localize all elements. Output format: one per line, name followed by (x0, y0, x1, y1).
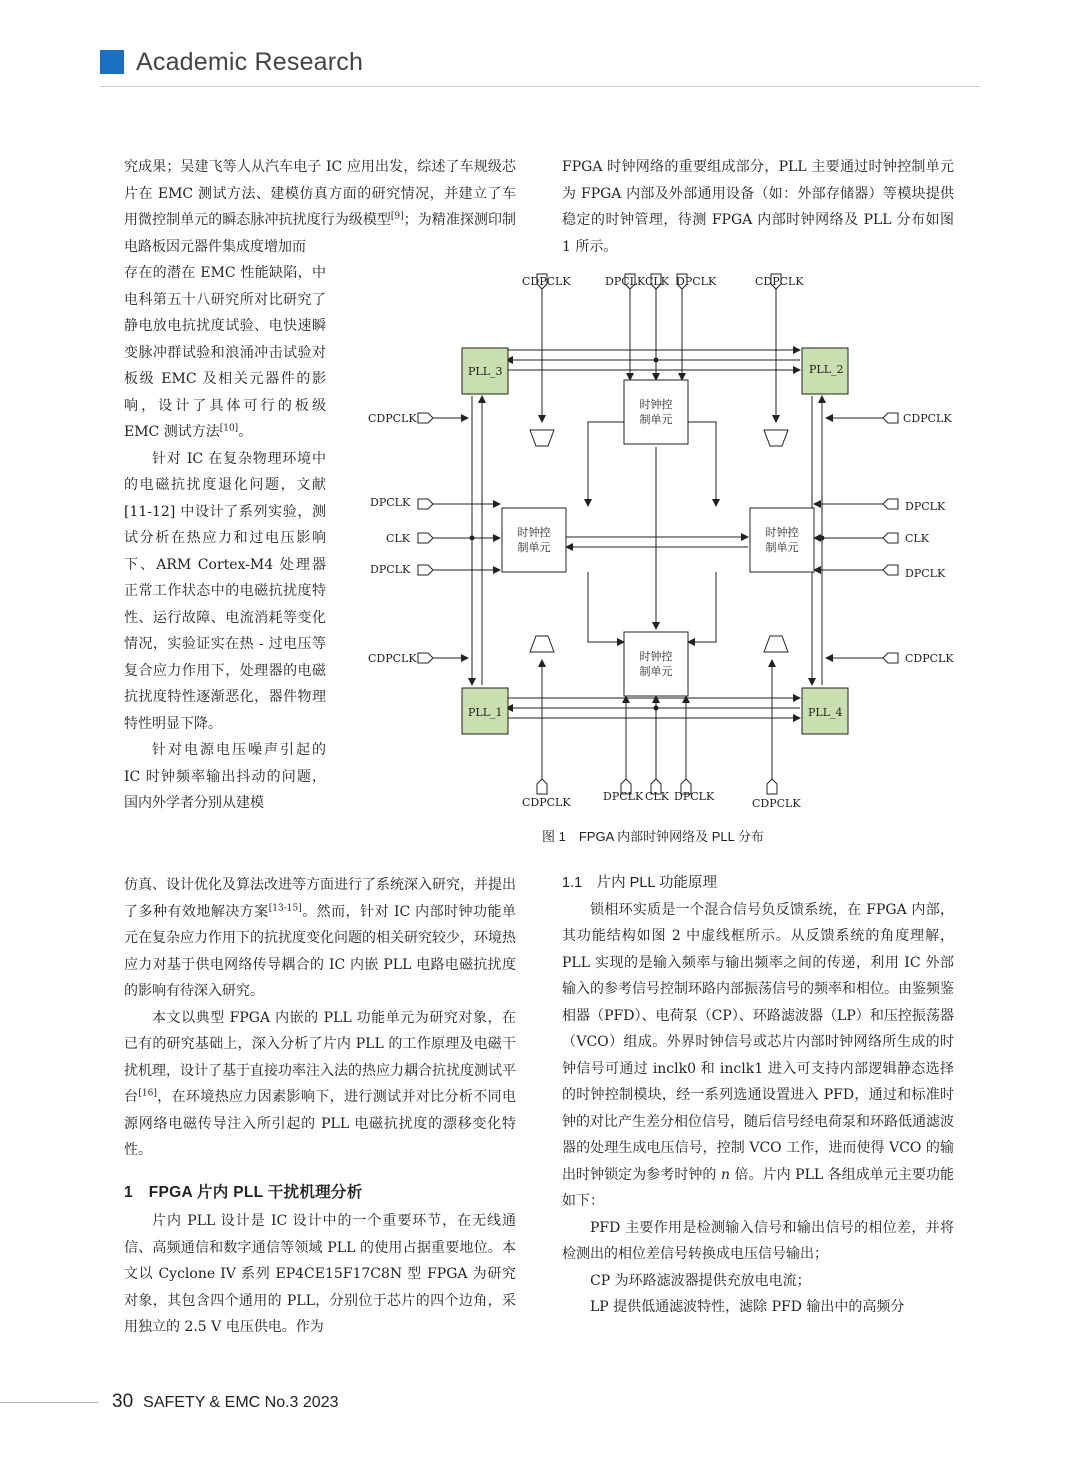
figure-caption: 图 1 FPGA 内部时钟网络及 PLL 分布 (542, 829, 765, 844)
clock-control-unit-bottom (624, 632, 688, 696)
pin-label: DPCLK (676, 275, 717, 288)
footer (112, 1391, 338, 1413)
pin-label: CDPCLK (752, 797, 801, 810)
pin-label: CLK (645, 275, 669, 288)
pin-label: CDPCLK (522, 275, 571, 288)
paragraph: 究成果；吴建飞等人从汽车电子 IC 应用出发，综述了车规级芯片在 EMC 测试方法、建模仿真方面的研究情况，并建立了车用微控制单元的瞬态脉冲抗扰度行为级模型[9]；为精准探测印制电路板因元器件集成度增加而 (124, 159, 517, 255)
pin-label: DPCLK (905, 500, 946, 513)
pin-label: DPCLK (370, 563, 411, 576)
control-unit-label: 时钟控 (639, 398, 673, 411)
control-unit-label: 时钟控 (765, 526, 799, 539)
pll-label: PLL_1 (468, 706, 503, 719)
clock-network-diagram (360, 272, 960, 822)
left-column-bottom (124, 872, 516, 1341)
figure-clock-network (360, 272, 960, 822)
pin-label: CDPCLK (522, 796, 571, 809)
junction-dot (470, 536, 475, 541)
control-unit-label: 时钟控 (639, 650, 673, 663)
junction-dot (654, 706, 659, 711)
paragraph: 片内 PLL 设计是 IC 设计中的一个重要环节，在无线通信、高频通信和数字通信等领域 PLL 的使用占据重要地位。本文以 Cyclone IV 系列 EP4CE15F17C8N 型 FPGA 为研究对象，其包含四个通用的 PLL，分别位于芯片的四个边角，采用独立的 2.5 V 电压供电。作为 (124, 1213, 516, 1335)
pin-symbol (883, 499, 898, 509)
page-number: 30 (112, 1391, 134, 1412)
pin-label: CDPCLK (903, 412, 952, 425)
pin-symbol (418, 533, 433, 543)
left-column-narrow (124, 260, 326, 817)
left-column-top (124, 154, 516, 260)
junction-dot (820, 536, 825, 541)
pll-label: PLL_2 (809, 363, 844, 376)
pin-symbol (883, 653, 898, 663)
pll-label: PLL_3 (468, 365, 503, 378)
section-heading: 1 FPGA 片内 PLL 干扰机理分析 (124, 1183, 363, 1201)
paragraph: 针对电源电压噪声引起的 IC 时钟频率输出抖动的问题，国内外学者分别从建模 (124, 742, 326, 811)
pin-label: DPCLK (674, 790, 715, 803)
connector-line (588, 422, 624, 506)
pin-symbol (537, 779, 547, 794)
pin-symbol (883, 565, 898, 575)
right-column-bottom (562, 870, 954, 1321)
pin-symbol (418, 499, 433, 509)
connector-line (688, 572, 716, 642)
pin-label: DPCLK (605, 275, 646, 288)
pin-label: CDPCLK (368, 412, 417, 425)
junction-dot (654, 358, 659, 363)
pin-symbol (418, 565, 433, 575)
control-unit-label: 制单元 (639, 665, 673, 678)
paragraph: 存在的潜在 EMC 性能缺陷，中电科第五十八研究所对比研究了静电放电抗扰度试验、电快速瞬变脉冲群试验和浪涌冲击试验对板级 EMC 及相关元器件的影响，设计了具体可行的板级 EMC 测试方法[10]。 (124, 265, 326, 440)
subsection-heading: 1.1 片内 PLL 功能原理 (562, 875, 717, 891)
footer-divider (0, 1402, 98, 1403)
pll-label: PLL_4 (808, 706, 843, 719)
pin-symbol (767, 779, 777, 794)
connector-line (688, 422, 716, 506)
paragraph: PFD 主要作用是检测输入信号和输出信号的相位差，并将检测出的相位差信号转换成电压信号输出； (562, 1219, 954, 1262)
header-title: Academic Research (136, 48, 364, 76)
pin-symbol (418, 653, 433, 663)
pin-symbol (418, 413, 433, 423)
paragraph: 本文以典型 FPGA 内嵌的 PLL 功能单元为研究对象，在已有的研究基础上，深入分析了片内 PLL 的工作原理及电磁干扰机理，设计了基于直接功率注入法的热应力耦合抗扰度测试平台[16]，在环境热应力因素影响下，进行测试并对比分析不同电源网络电磁传导注入所引起的 PLL 电磁抗扰度的漂移变化特性。 (124, 1009, 517, 1158)
paragraph: 针对 IC 在复杂物理环境中的电磁抗扰度退化问题，文献 [11-12] 中设计了系列实验，测试分析在热应力和过电压影响下、ARM Cortex-M4 处理器正常工作状态中的电磁抗扰度特性、运行故障、电流消耗等变化情况，实验证实在热 - 过电压等复合应力作用下，处理器的电磁抗扰度特性逐渐恶化，器件物理特性明显下降。 (124, 450, 326, 732)
control-unit-label: 制单元 (639, 413, 673, 426)
paragraph: CP 为环路滤波器提供充放电电流； (590, 1272, 811, 1289)
pin-label: CDPCLK (905, 652, 954, 665)
header-divider (100, 86, 980, 87)
connector-line (588, 572, 624, 642)
pin-label: CLK (645, 790, 669, 803)
paragraph: 仿真、设计优化及算法改进等方面进行了系统深入研究，并提出了多种有效地解决方案[13-15]。然而，针对 IC 内部时钟功能单元在复杂应力作用下的抗扰度变化问题的相关研究较少，环境热应力对基于供电网络传导耦合的 IC 内嵌 PLL 电路电磁抗扰度的影响有待深入研究。 (124, 877, 516, 999)
pin-label: CLK (905, 532, 929, 545)
paragraph: FPGA 时钟网络的重要组成部分，PLL 主要通过时钟控制单元为 FPGA 内部及外部通用设备（如：外部存储器）等模块提供稳定的时钟管理，待测 FPGA 内部时钟网络及 PLL 分布如图 1 所示。 (562, 159, 954, 255)
clock-mux (530, 430, 554, 446)
clock-control-unit-right (750, 508, 814, 572)
paragraph: LP 提供低通滤波特性，滤除 PFD 输出中的高频分 (590, 1299, 905, 1315)
journal-issue: SAFETY & EMC No.3 2023 (143, 1394, 339, 1411)
clock-control-unit-top (624, 380, 688, 444)
control-unit-label: 制单元 (765, 541, 799, 554)
control-unit-label: 时钟控 (517, 526, 551, 539)
paragraph: 锁相环实质是一个混合信号负反馈系统，在 FPGA 内部，其功能结构如图 2 中虚线框所示。从反馈系统的角度理解，PLL 实现的是输入频率与输出频率之间的传递，利用 IC 外部输入的参考信号控制环路内部振荡信号的频率和相位。由鉴频鉴相器（PFD）、电荷泵（CP）、环路滤波器（LP）和压控振荡器（VCO）组成。外界时钟信号或芯片内部时钟网络所生成的时钟信号可通过 inclk0 和 inclk1 进入可支持内部逻辑静态选择的时钟控制模块，经一系列选通设置进入 PFD，通过和标准时钟的对比产生差分相位信号，随后信号经电荷泵和环路低通滤波器的处理生成电压信号，控制 VCO 工作，进而使得 VCO 的输出时钟锁定为参考时钟的 n 倍。片内 PLL 各组成单元主要功能如下： (562, 901, 955, 1209)
clock-mux (764, 430, 788, 446)
pin-label: DPCLK (603, 790, 644, 803)
right-column-top (562, 154, 954, 260)
pin-symbol (883, 413, 898, 423)
clock-mux (530, 636, 554, 652)
pin-label: DPCLK (905, 567, 946, 580)
pin-symbol (883, 533, 898, 543)
control-unit-label: 制单元 (517, 541, 551, 554)
pin-label: DPCLK (370, 496, 411, 509)
header-accent-block (100, 50, 124, 74)
clock-control-unit-left (502, 508, 566, 572)
pin-label: CLK (386, 532, 410, 545)
pin-label: CDPCLK (755, 275, 804, 288)
pin-label: CDPCLK (368, 652, 417, 665)
clock-mux (764, 636, 788, 652)
